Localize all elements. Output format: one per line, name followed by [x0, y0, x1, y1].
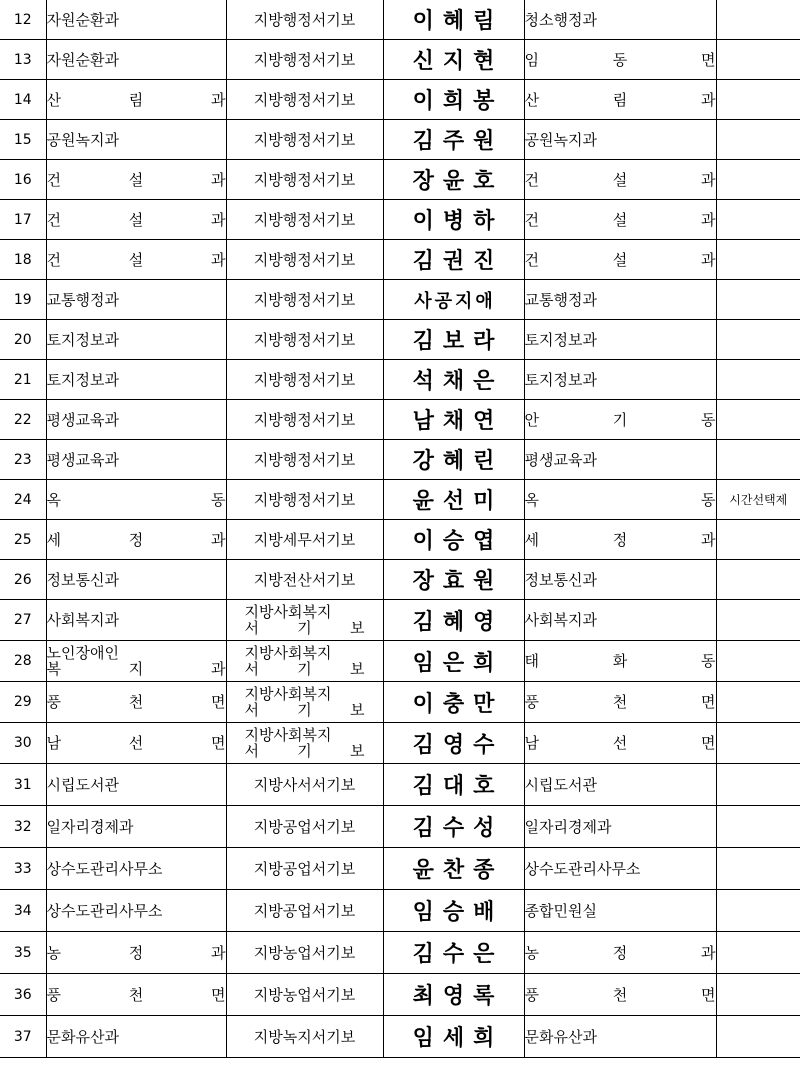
- new-department: 풍 천 면: [524, 974, 716, 1016]
- grade: 지방행정서기보: [226, 440, 383, 480]
- new-department: 정보통신과: [524, 560, 716, 600]
- grade: 지방사회복지 서 기 보: [226, 682, 383, 723]
- table-row: [0, 600, 800, 641]
- row-number: 34: [0, 890, 46, 932]
- new-department: 산 림 과: [524, 80, 716, 120]
- current-department: 토지정보과: [46, 320, 226, 360]
- grade: 지방공업서기보: [226, 890, 383, 932]
- grade: 지방사회복지 서 기 보: [226, 723, 383, 764]
- grade: 지방행정서기보: [226, 120, 383, 160]
- table-row: [0, 400, 800, 440]
- note: [716, 560, 800, 600]
- note: [716, 520, 800, 560]
- employee-name: 신지현: [383, 40, 524, 80]
- current-department: 건 설 과: [46, 240, 226, 280]
- new-department: 세 정 과: [524, 520, 716, 560]
- employee-name: 남채연: [383, 400, 524, 440]
- current-department: 옥 동: [46, 480, 226, 520]
- row-number: 35: [0, 932, 46, 974]
- row-number: 29: [0, 682, 46, 723]
- note: [716, 240, 800, 280]
- new-department: 토지정보과: [524, 320, 716, 360]
- new-department: 시립도서관: [524, 764, 716, 806]
- new-department: 건 설 과: [524, 160, 716, 200]
- table-row: [0, 280, 800, 320]
- note: [716, 600, 800, 641]
- table-row: [0, 764, 800, 806]
- current-department: 상수도관리사무소: [46, 848, 226, 890]
- grade: 지방행정서기보: [226, 360, 383, 400]
- note: 시간선택제: [716, 480, 800, 520]
- note: [716, 723, 800, 764]
- employee-name: 윤찬종: [383, 848, 524, 890]
- new-department: 남 선 면: [524, 723, 716, 764]
- row-number: 13: [0, 40, 46, 80]
- new-department: 태 화 동: [524, 641, 716, 682]
- table-row: [0, 200, 800, 240]
- current-department: 건 설 과: [46, 200, 226, 240]
- new-department: 농 정 과: [524, 932, 716, 974]
- grade: 지방행정서기보: [226, 280, 383, 320]
- current-department: 공원녹지과: [46, 120, 226, 160]
- grade: 지방세무서기보: [226, 520, 383, 560]
- grade: 지방행정서기보: [226, 160, 383, 200]
- table-row: [0, 682, 800, 723]
- current-department: 토지정보과: [46, 360, 226, 400]
- current-department: 상수도관리사무소: [46, 890, 226, 932]
- grade: 지방행정서기보: [226, 40, 383, 80]
- row-number: 12: [0, 0, 46, 40]
- employee-name: 장윤호: [383, 160, 524, 200]
- row-number: 28: [0, 641, 46, 682]
- note: [716, 160, 800, 200]
- employee-name: 윤선미: [383, 480, 524, 520]
- current-department: 시립도서관: [46, 764, 226, 806]
- table-row: [0, 723, 800, 764]
- employee-name: 임승배: [383, 890, 524, 932]
- new-department: 안 기 동: [524, 400, 716, 440]
- row-number: 15: [0, 120, 46, 160]
- grade: 지방농업서기보: [226, 974, 383, 1016]
- table-row: [0, 1016, 800, 1058]
- employee-name: 이승엽: [383, 520, 524, 560]
- employee-name: 김보라: [383, 320, 524, 360]
- note: [716, 280, 800, 320]
- current-department: 문화유산과: [46, 1016, 226, 1058]
- new-department: 평생교육과: [524, 440, 716, 480]
- note: [716, 890, 800, 932]
- row-number: 20: [0, 320, 46, 360]
- new-department: 일자리경제과: [524, 806, 716, 848]
- grade: 지방행정서기보: [226, 200, 383, 240]
- row-number: 37: [0, 1016, 46, 1058]
- current-department: 사회복지과: [46, 600, 226, 641]
- note: [716, 641, 800, 682]
- row-number: 33: [0, 848, 46, 890]
- grade: 지방사회복지 서 기 보: [226, 600, 383, 641]
- row-number: 23: [0, 440, 46, 480]
- employee-name: 장효원: [383, 560, 524, 600]
- new-department: 풍 천 면: [524, 682, 716, 723]
- new-department: 토지정보과: [524, 360, 716, 400]
- note: [716, 80, 800, 120]
- employee-name: 김영수: [383, 723, 524, 764]
- employee-name: 김권진: [383, 240, 524, 280]
- row-number: 27: [0, 600, 46, 641]
- employee-name: 김대호: [383, 764, 524, 806]
- note: [716, 848, 800, 890]
- table-row: [0, 320, 800, 360]
- note: [716, 0, 800, 40]
- row-number: 18: [0, 240, 46, 280]
- new-department: 임 동 면: [524, 40, 716, 80]
- row-number: 31: [0, 764, 46, 806]
- new-department: 건 설 과: [524, 200, 716, 240]
- grade: 지방녹지서기보: [226, 1016, 383, 1058]
- table-row: [0, 440, 800, 480]
- current-department: 평생교육과: [46, 440, 226, 480]
- grade: 지방공업서기보: [226, 848, 383, 890]
- row-number: 14: [0, 80, 46, 120]
- current-department: 농 정 과: [46, 932, 226, 974]
- employee-name: 김수은: [383, 932, 524, 974]
- employee-name: 사공지애: [383, 280, 524, 320]
- grade: 지방사회복지 서 기 보: [226, 641, 383, 682]
- table-row: [0, 806, 800, 848]
- table-row: [0, 974, 800, 1016]
- employee-name: 임은희: [383, 641, 524, 682]
- table-row: [0, 360, 800, 400]
- note: [716, 320, 800, 360]
- note: [716, 932, 800, 974]
- note: [716, 1016, 800, 1058]
- note: [716, 360, 800, 400]
- note: [716, 806, 800, 848]
- employee-name: 강혜린: [383, 440, 524, 480]
- employee-name: 김주원: [383, 120, 524, 160]
- table-row: [0, 120, 800, 160]
- table-row: [0, 0, 800, 40]
- grade: 지방농업서기보: [226, 932, 383, 974]
- grade: 지방공업서기보: [226, 806, 383, 848]
- table-row: [0, 890, 800, 932]
- row-number: 16: [0, 160, 46, 200]
- new-department: 건 설 과: [524, 240, 716, 280]
- row-number: 32: [0, 806, 46, 848]
- current-department: 자원순환과: [46, 40, 226, 80]
- employee-name: 최영록: [383, 974, 524, 1016]
- new-department: 공원녹지과: [524, 120, 716, 160]
- grade: 지방전산서기보: [226, 560, 383, 600]
- table-row: [0, 160, 800, 200]
- row-number: 24: [0, 480, 46, 520]
- grade: 지방행정서기보: [226, 480, 383, 520]
- row-number: 26: [0, 560, 46, 600]
- employee-name: 김혜영: [383, 600, 524, 641]
- note: [716, 440, 800, 480]
- current-department: 정보통신과: [46, 560, 226, 600]
- table-row: [0, 480, 800, 520]
- current-department: 건 설 과: [46, 160, 226, 200]
- current-department: 산 림 과: [46, 80, 226, 120]
- employee-name: 이희봉: [383, 80, 524, 120]
- new-department: 청소행정과: [524, 0, 716, 40]
- table-row: [0, 40, 800, 80]
- table-row: [0, 80, 800, 120]
- current-department: 남 선 면: [46, 723, 226, 764]
- employee-name: 석채은: [383, 360, 524, 400]
- grade: 지방행정서기보: [226, 80, 383, 120]
- table-row: [0, 560, 800, 600]
- row-number: 17: [0, 200, 46, 240]
- row-number: 19: [0, 280, 46, 320]
- new-department: 사회복지과: [524, 600, 716, 641]
- note: [716, 974, 800, 1016]
- grade: 지방행정서기보: [226, 320, 383, 360]
- current-department: 일자리경제과: [46, 806, 226, 848]
- employee-name: 김수성: [383, 806, 524, 848]
- employee-name: 이충만: [383, 682, 524, 723]
- note: [716, 764, 800, 806]
- new-department: 상수도관리사무소: [524, 848, 716, 890]
- employee-name: 이병하: [383, 200, 524, 240]
- current-department: 자원순환과: [46, 0, 226, 40]
- current-department: 노인장애인 복 지 과: [46, 641, 226, 682]
- current-department: 세 정 과: [46, 520, 226, 560]
- note: [716, 200, 800, 240]
- table-row: [0, 848, 800, 890]
- grade: 지방행정서기보: [226, 240, 383, 280]
- grade: 지방행정서기보: [226, 0, 383, 40]
- employee-name: 임세희: [383, 1016, 524, 1058]
- note: [716, 120, 800, 160]
- table-row: [0, 641, 800, 682]
- grade: 지방사서서기보: [226, 764, 383, 806]
- table-row: [0, 520, 800, 560]
- table-row: [0, 932, 800, 974]
- note: [716, 682, 800, 723]
- current-department: 평생교육과: [46, 400, 226, 440]
- new-department: 종합민원실: [524, 890, 716, 932]
- current-department: 교통행정과: [46, 280, 226, 320]
- new-department: 문화유산과: [524, 1016, 716, 1058]
- note: [716, 400, 800, 440]
- row-number: 25: [0, 520, 46, 560]
- grade: 지방행정서기보: [226, 400, 383, 440]
- current-department: 풍 천 면: [46, 682, 226, 723]
- table-row: [0, 240, 800, 280]
- current-department: 풍 천 면: [46, 974, 226, 1016]
- row-number: 36: [0, 974, 46, 1016]
- note: [716, 40, 800, 80]
- new-department: 교통행정과: [524, 280, 716, 320]
- employee-name: 이혜림: [383, 0, 524, 40]
- new-department: 옥 동: [524, 480, 716, 520]
- row-number: 22: [0, 400, 46, 440]
- row-number: 21: [0, 360, 46, 400]
- row-number: 30: [0, 723, 46, 764]
